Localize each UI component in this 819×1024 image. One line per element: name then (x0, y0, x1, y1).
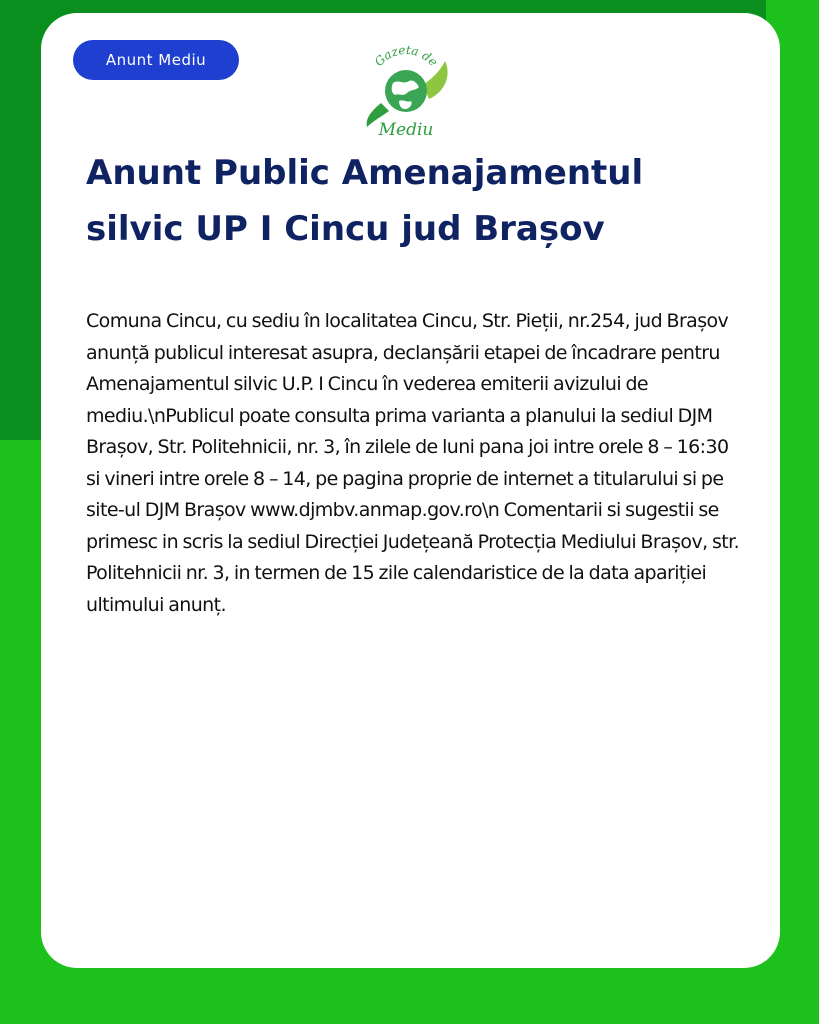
category-badge[interactable] (73, 40, 239, 80)
category-badge-label: Anunt Mediu (105, 51, 207, 69)
announcement-body: Comuna Cincu, cu sediu în localitatea Cincu, Str. Pieții, nr.254, jud Brașov anunță publicul interesat asupra, declanșării etapei de încadrare pentru Amenajamentul silvic U.P. I Cincu în vederea emiterii avizului de mediu.\nPublicul poate consulta prima varianta a planului la sediul DJM Brașov, Str. Politehnicii, nr. 3, în zilele de luni pana joi intre orele 8 – 16:30 si vineri intre orele 8 – 14, pe pagina proprie de internet a titularului si pe site-ul DJM Brașov www.djmbv.anmap.gov.ro\n Comentarii si sugestii se primesc in scris la sediul Direcției Județeană Protecția Mediului Brașov, str. Politehnicii nr. 3, in termen de 15 zile calendaristice de la data apariției ultimului anunț. (86, 310, 740, 616)
announcement-title: Anunt Public Amenajamentul silvic UP I Cincu jud Brașov (86, 153, 644, 249)
logo-text-bottom: Mediu (378, 120, 434, 140)
logo-text-top: Gazeta de (371, 42, 441, 70)
gazeta-de-mediu-logo (351, 39, 461, 141)
announcement-card (41, 13, 780, 968)
